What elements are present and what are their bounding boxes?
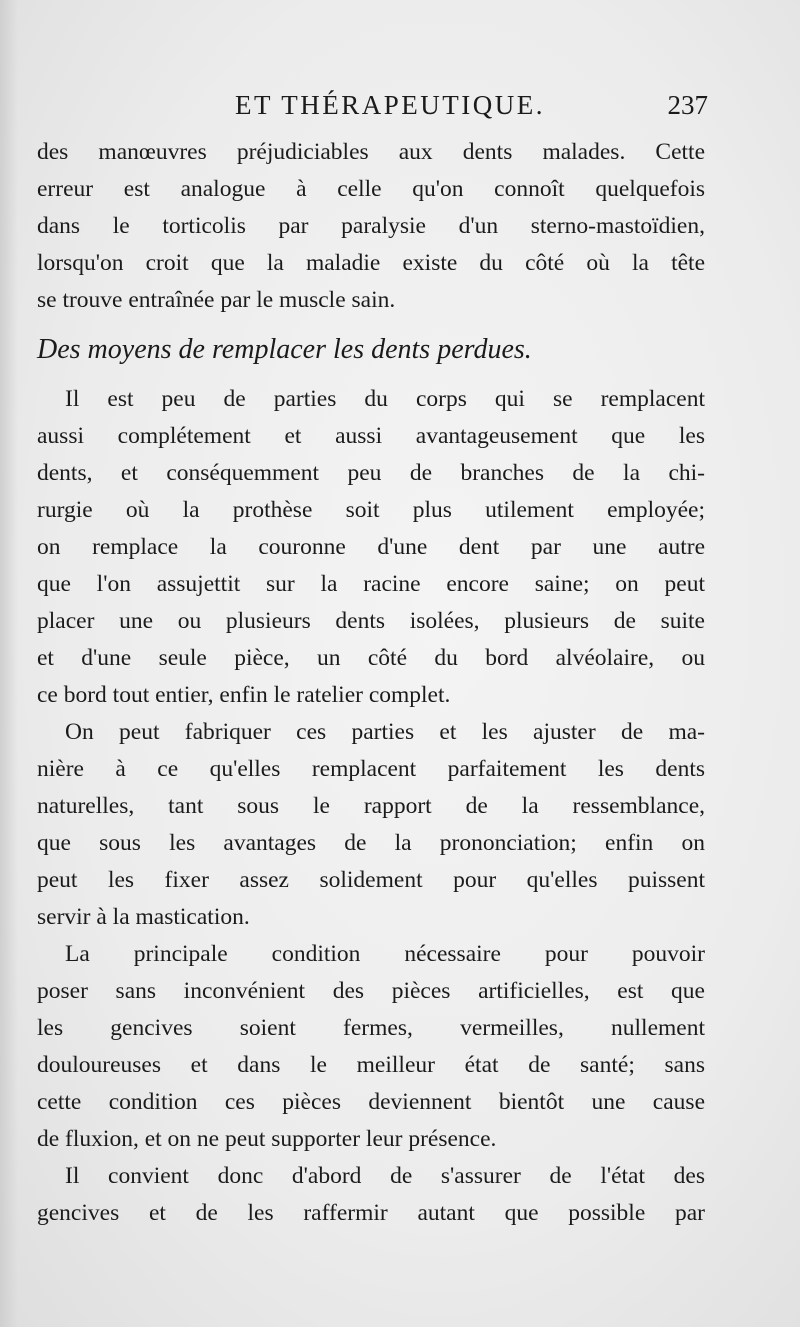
text-line: Il est peu de parties du corps qui se remplacent [65,386,705,412]
text-line: naturelles, tant sous le rapport de la ressemblance, [37,793,705,819]
text-line: servir à la mastication. [37,904,250,930]
text-line: poser sans inconvénient des pièces artificielles, est que [37,978,705,1004]
text-line: aussi complétement et aussi avantageusement que les [37,423,705,449]
text-line: les gencives soient fermes, vermeilles, nullement [37,1015,705,1041]
text-line: rurgie où la prothèse soit plus utilement employée; [37,497,705,523]
text-line: nière à ce qu'elles remplacent parfaitement les dents [37,756,705,782]
text-line: douloureuses et dans le meilleur état de santé; sans [37,1052,705,1078]
text-line: Il convient donc d'abord de s'assurer de l'état des [65,1163,705,1189]
text-line: dents, et conséquemment peu de branches de la chi- [37,460,705,486]
page-header [40,90,710,130]
text-line: lorsqu'on croit que la maladie existe du côté où la tête [37,250,705,276]
section-heading: Des moyens de remplacer les dents perdues. [37,334,532,365]
text-line: On peut fabriquer ces parties et les ajuster de ma- [65,719,705,745]
text-line: placer une ou plusieurs dents isolées, plusieurs de suite [37,608,705,634]
text-line: erreur est analogue à celle qu'on connoît quelquefois [37,176,705,202]
text-line: des manœuvres préjudiciables aux dents malades. Cette [37,139,705,165]
text-line: peut les fixer assez solidement pour qu'elles puissent [37,867,705,893]
text-line: que l'on assujettit sur la racine encore saine; on peut [37,571,705,597]
text-line: La principale condition nécessaire pour pouvoir [65,941,705,967]
running-title: ET THÉRAPEUTIQUE. [235,90,545,120]
text-line: gencives et de les raffermir autant que possible par [37,1200,705,1226]
text-line: et d'une seule pièce, un côté du bord alvéolaire, ou [37,645,705,671]
text-line: on remplace la couronne d'une dent par une autre [37,534,705,560]
text-line: de fluxion, et on ne peut supporter leur présence. [37,1126,497,1152]
body-text [37,134,705,1232]
text-line: dans le torticolis par paralysie d'un sterno-mastoïdien, [37,213,705,239]
text-line: se trouve entraînée par le muscle sain. [37,287,396,313]
text-line: que sous les avantages de la prononciation; enfin on [37,830,705,856]
text-line: cette condition ces pièces deviennent bientôt une cause [37,1089,705,1115]
page-number: 237 [667,90,708,120]
text-line: ce bord tout entier, enfin le ratelier complet. [37,682,451,708]
